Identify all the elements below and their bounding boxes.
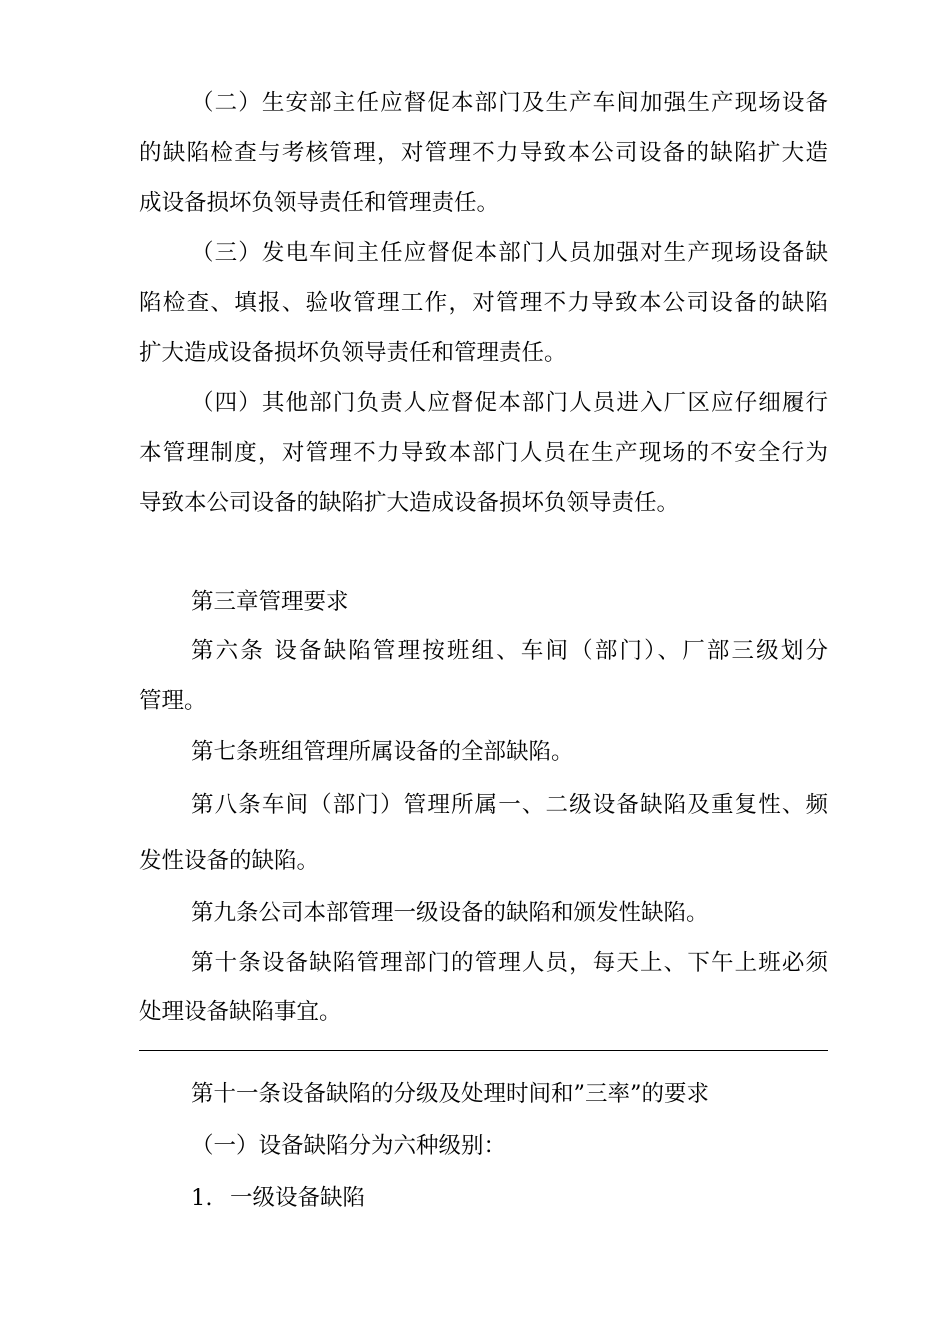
article-7: 第七条班组管理所属设备的全部缺陷。 [191,739,574,765]
paragraph-item-4-line-3: 导致本公司设备的缺陷扩大造成设备损坏负领导责任。 [139,490,680,516]
article-10-line-2: 处理设备缺陷事宜。 [139,999,342,1025]
article-11-subsection-1: （一）设备缺陷分为六种级别： [191,1133,507,1159]
horizontal-divider [139,1050,828,1051]
article-9: 第九条公司本部管理一级设备的缺陷和颁发性缺陷。 [191,900,709,926]
chapter-heading: 第三章管理要求 [191,589,349,615]
paragraph-item-2-line-2: 的缺陷检查与考核管理，对管理不力导致本公司设备的缺陷扩大造 [139,140,828,166]
article-6-line-2: 管理。 [139,688,207,714]
paragraph-item-4-line-2: 本管理制度，对管理不力导致本部门人员在生产现场的不安全行为 [139,440,828,466]
article-8-line-1: 第八条车间（部门）管理所属一、二级设备缺陷及重复性、频 [191,792,828,818]
article-10-line-1: 第十条设备缺陷管理部门的管理人员，每天上、下午上班必须 [191,950,828,976]
article-6-line-1: 第六条 设备缺陷管理按班组、车间（部门）、厂部三级划分 [191,638,828,664]
list-item-number: 1. [191,1185,213,1211]
list-item-text: 一级设备缺陷 [230,1185,366,1211]
paragraph-item-3-line-3: 扩大造成设备损坏负领导责任和管理责任。 [139,340,567,366]
paragraph-item-4-line-1: （四）其他部门负责人应督促本部门人员进入厂区应仔细履行 [191,390,828,416]
article-8-line-2: 发性设备的缺陷。 [139,848,320,874]
article-11-title: 第十一条设备缺陷的分级及处理时间和”三率”的要求 [191,1081,710,1107]
paragraph-item-2-line-1: （二）生安部主任应督促本部门及生产车间加强生产现场设备 [191,90,828,116]
paragraph-item-3-line-2: 陷检查、填报、验收管理工作，对管理不力导致本公司设备的缺陷 [139,290,828,316]
paragraph-item-3-line-1: （三）发电车间主任应督促本部门人员加强对生产现场设备缺 [191,240,828,266]
paragraph-item-2-line-3: 成设备损坏负领导责任和管理责任。 [139,190,500,216]
list-item-1 [191,1183,365,1213]
